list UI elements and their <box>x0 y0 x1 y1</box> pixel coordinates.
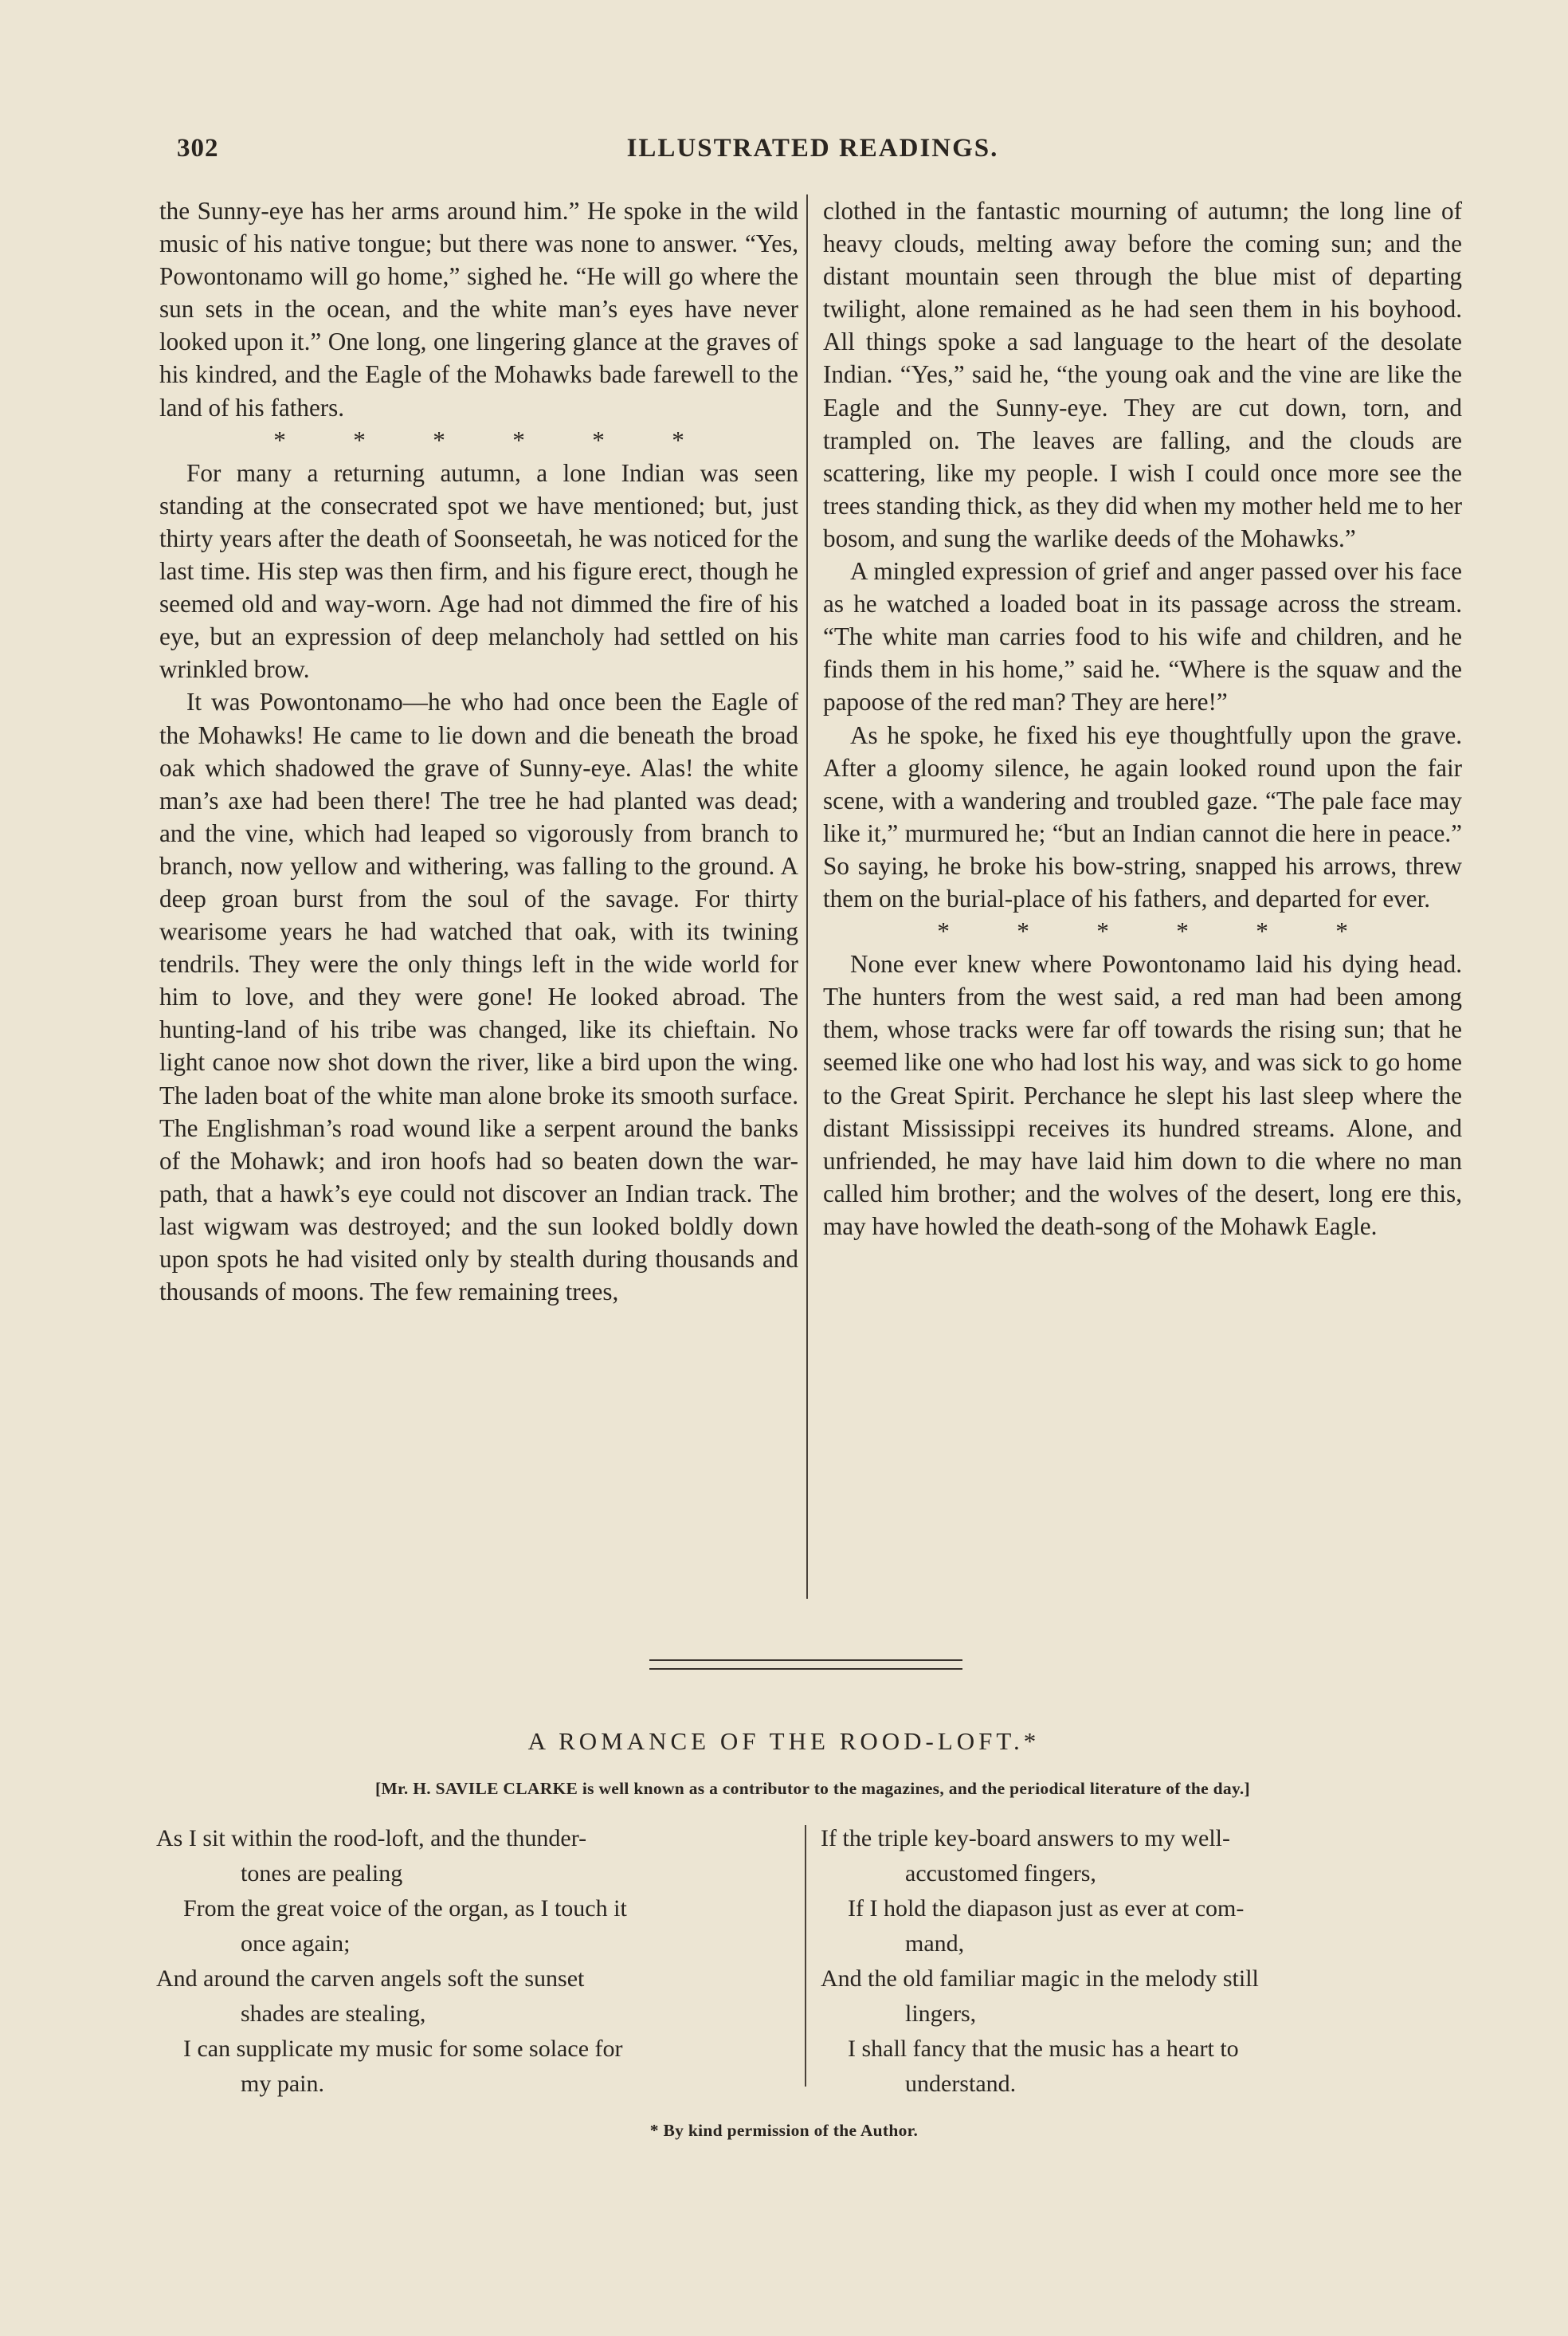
section-break-stars: * * * * * * <box>273 426 684 454</box>
poem-line: If I hold the diapason just as ever at com- <box>848 1895 1245 1922</box>
section-break-stars: * * * * * * <box>937 917 1348 946</box>
left-column <box>159 194 798 1308</box>
poem-line: tones are pealing <box>241 1860 403 1886</box>
poem-line: And the old familiar magic in the melody still <box>821 1965 1259 1992</box>
double-rule-divider <box>649 1659 962 1670</box>
page-number: 302 <box>177 134 219 163</box>
paragraph: A mingled expression of grief and anger passed over his face as he watched a loaded boat in its passage across the stream. “The white man carries food to his wife and children, and he finds them in his home,” said he. “Where is the squaw and the papoose of the red man? They are here!” <box>823 557 1462 717</box>
poem-column-rule <box>805 1825 806 2087</box>
poem-line: mand, <box>905 1930 965 1957</box>
paragraph: For many a returning autumn, a lone Indian was seen standing at the consecrated spot we have mentioned; but, just thirty years after the death of Soonseetah, he was noticed for the last time. His step was then firm, and his figure erect, though he seemed old and way-worn. Age had not dimmed the fire of his eye, but an expression of deep melancholy had settled on his wrinkled brow. <box>159 458 798 684</box>
paragraph: As he spoke, he fixed his eye thoughtfully upon the grave. After a gloomy silence, he again looked round upon the fair scene, with a wandering and troubled gaze. “The pale face may like it,” murmured he; “but an Indian cannot die here in peace.” So saying, he broke his bow-string, snapped his arrows, threw them on the burial-place of his fathers, and departed for ever. <box>823 720 1462 913</box>
poem-line: shades are stealing, <box>241 2000 426 2027</box>
poem-line: And around the carven angels soft the sunset <box>156 1965 585 1992</box>
poem-line: I shall fancy that the music has a heart to <box>848 2036 1239 2062</box>
paragraph: clothed in the fantastic mourning of autumn; the long line of heavy clouds, melting away before the coming sun; and the distant mountain seen through the blue mist of departing twilight, alone remained as he had seen them in his boyhood. All things spoke a sad language to the heart of the desolate Indian. “Yes,” said he, “the young oak and the vine are like the Eagle and the Sunny-eye. They are cut down, torn, and trampled on. The leaves are falling, and the clouds are scattering, like my people. I wish I could once more see the trees standing thick, as they did when my mother held me to her bosom, and sung the warlike deeds of the Mohawks.” <box>823 197 1462 552</box>
column-rule <box>806 194 808 1599</box>
poem-line: understand. <box>905 2071 1017 2097</box>
poem-line: once again; <box>241 1930 351 1957</box>
page-header <box>159 134 1466 169</box>
poem-title: A ROMANCE OF THE ROOD-LOFT.* <box>527 1727 1041 1755</box>
poem-line: lingers, <box>905 2000 977 2027</box>
paragraph: the Sunny-eye has her arms around him.” He spoke in the wild music of his native tongue; but there was none to answer. “Yes, Powontonamo will go home,” sighed he. “He will go where the sun sets in the ocean, and the white man’s eyes have never looked upon it.” One long, one lingering glance at the graves of his kindred, and the Eagle of the Mohawks bade farewell to the land of his fathers. <box>159 197 798 422</box>
poem-line: From the great voice of the organ, as I touch it <box>183 1895 627 1922</box>
paragraph: It was Powontonamo—he who had once been the Eagle of the Mohawks! He came to lie down and die beneath the broad oak which shadowed the grave of Sunny-eye. Alas! the white man’s axe had been there! The tree he had planted was dead; and the vine, which had leaped so vigorously from branch to branch, now yellow and withering, was falling to the ground. A deep groan burst from the soul of the savage. For thirty wearisome years he had watched that oak, with its twining tendrils. They were the only things left in the wide world for him to love, and they were gone! He looked abroad. The hunting-land of his tribe was changed, like its chieftain. No light canoe now shot down the river, like a bird upon the wing. The laden boat of the white man alone broke its smooth surface. The Englishman’s road wound like a serpent around the banks of the Mohawk; and iron hoofs had so beaten down the war-path, that a hawk’s eye could not discover an Indian track. The last wigwam was destroyed; and the sun looked boldly down upon spots he had visited only by stealth during thousands and thousands of moons. The few remaining trees, <box>159 688 798 1306</box>
poem-left-column <box>156 1821 794 2102</box>
paragraph: None ever knew where Powontonamo laid his dying head. The hunters from the west said, a red man had been among them, whose tracks were far off towards the rising sun; that he seemed like one who had lost his way, and was sick to go home to the Great Spirit. Perchance he slept his last sleep where the distant Mississippi receives its hundred streams. Alone, and unfriended, he may have laid him down to die where no man called him brother; and the wolves of the desert, long ere this, may have howled the death-song of the Mohawk Eagle. <box>823 950 1462 1240</box>
author-note: [Mr. H. SAVILE CLARKE is well known as a contributor to the magazines, and the periodical literature of the day.] <box>375 1779 1250 1798</box>
poem-right-column <box>821 1821 1458 2102</box>
footnote: * By kind permission of the Author. <box>649 2121 919 2140</box>
right-column <box>823 194 1462 1243</box>
poem-line: my pain. <box>241 2071 324 2097</box>
poem-line: As I sit within the rood-loft, and the thunder- <box>156 1825 587 1851</box>
poem-line: accustomed fingers, <box>905 1860 1096 1886</box>
running-head: ILLUSTRATED READINGS. <box>626 134 999 163</box>
poem-line: If the triple key-board answers to my well- <box>821 1825 1230 1851</box>
poem-line: I can supplicate my music for some solace for <box>183 2036 623 2062</box>
